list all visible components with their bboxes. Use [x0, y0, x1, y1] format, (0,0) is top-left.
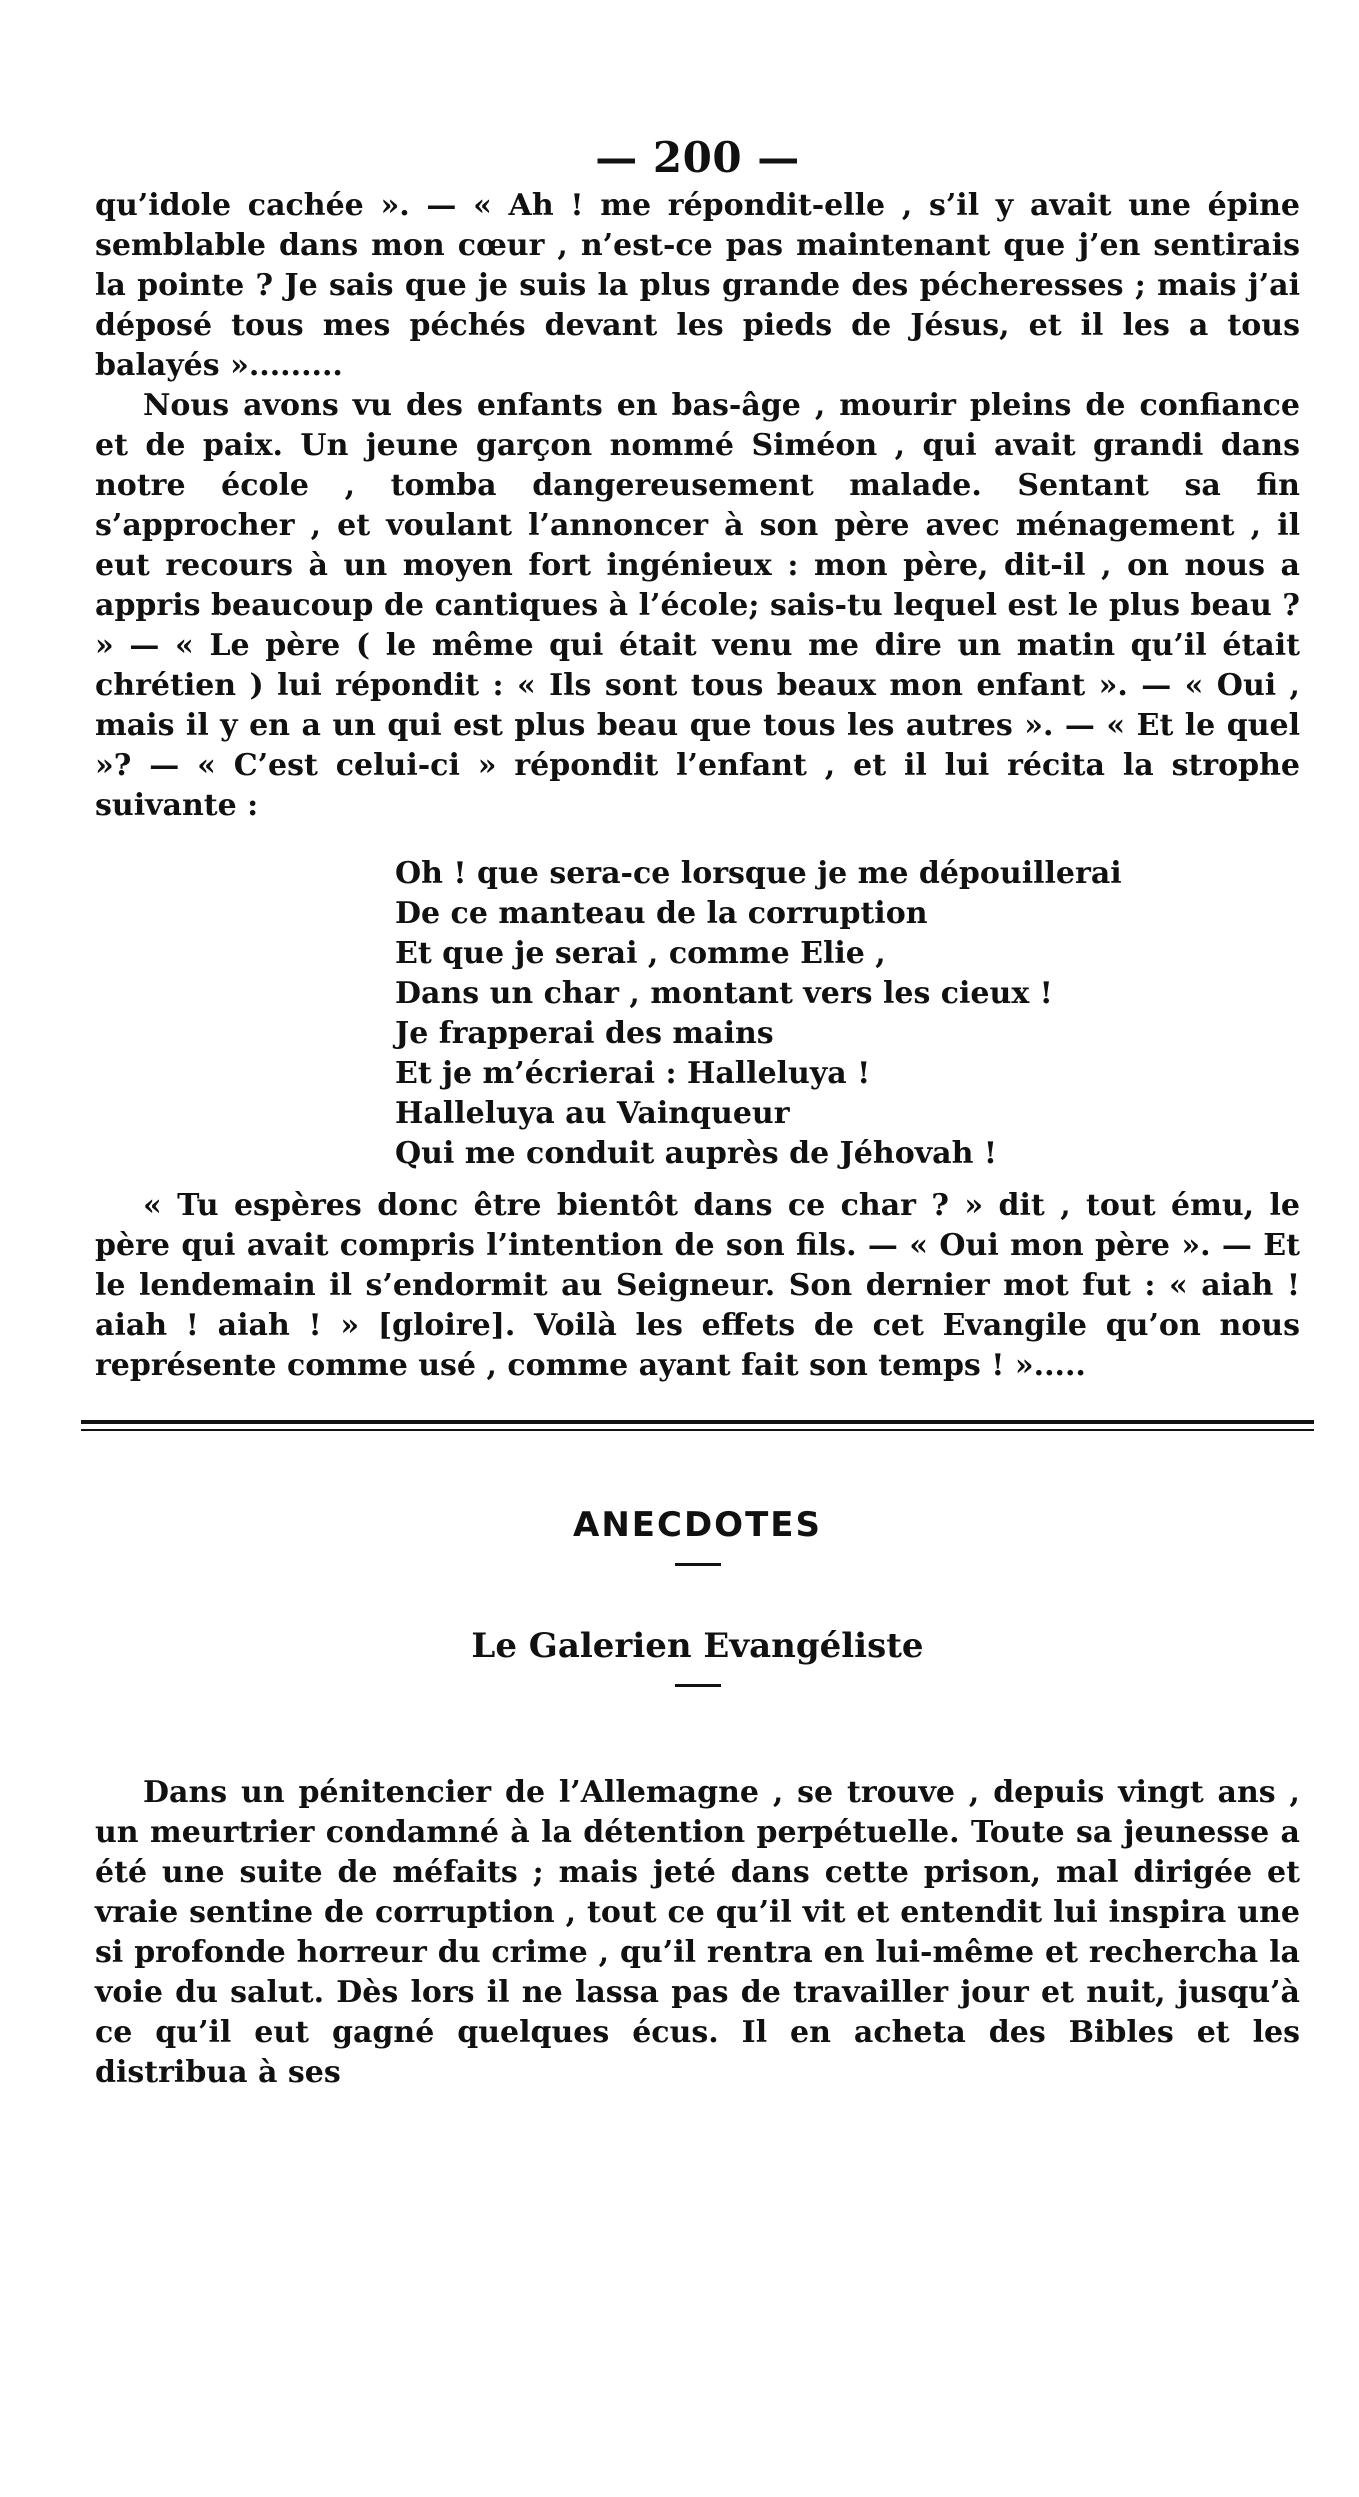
poem-line: Je frapperai des mains [395, 1016, 774, 1051]
poem-line: Et que je serai , comme Elie , [395, 936, 886, 971]
poem-line: De ce manteau de la corruption [395, 896, 928, 931]
page-number: — 200 — [595, 133, 800, 182]
poem-line: Qui me conduit auprès de Jéhovah ! [395, 1136, 997, 1171]
article-title: Le Galerien Evangéliste [471, 1626, 924, 1666]
paragraph-article: Dans un pénitencier de l’Allemagne , se trouve , depuis vingt ans , un meurtrier condamné à la détention perpétuelle. Toute sa jeunesse a été une suite de méfaits ; mais jeté dans cette prison, mal dirigée et vraie sentine de corruption , tout ce qu’il vit et entendit lui inspira une si profonde horreur du crime , qu’il rentra en lui-même et rechercha la voie du salut. Dès lors il ne lassa pas de travailler jour et nuit, jusqu’à ce qu’il eut gagné quelques écus. Il en acheta des Bibles et les distribua à ses [95, 1775, 1300, 2090]
poem-line: Halleluya au Vainqueur [395, 1096, 790, 1131]
section-divider [81, 1420, 1314, 1431]
section-title: ANECDOTES [573, 1505, 822, 1545]
title-ornament-rule [675, 1563, 721, 1566]
article-title-rule [675, 1684, 721, 1687]
paragraph-simeon: Nous avons vu des enfants en bas-âge , mourir pleins de confiance et de paix. Un jeune garçon nommé Siméon , qui avait grandi dans notre école , tomba dangereusement malade. Sentant sa fin s’approcher , et voulant l’annoncer à son père avec ménagement , il eut recours à un moyen fort ingénieux : mon père, dit-il , on nous a appris beaucoup de cantiques à l’école; sais-tu lequel est le plus beau ? » — « Le père ( le même qui était venu me dire un matin qu’il était chrétien ) lui répondit : « Ils sont tous beaux mon enfant ». — « Oui , mais il y en a un qui est plus beau que tous les autres ». — « Et le quel »? — « C’est celui-ci » répondit l’enfant , et il lui récita la strophe suivante : [95, 388, 1300, 823]
poem-stanza [395, 854, 1300, 1174]
paragraph-continuation: qu’idole cachée ». — « Ah ! me répondit-elle , s’il y avait une épine semblable dans mon cœur , n’est-ce pas maintenant que j’en sentirais la pointe ? Je sais que je suis la plus grande des pécheresses ; mais j’ai déposé tous mes péchés devant les pieds de Jésus, et il les a tous balayés »......... [95, 188, 1300, 383]
poem-line: Et je m’écrierai : Halleluya ! [395, 1056, 871, 1091]
poem-line: Oh ! que sera-ce lorsque je me dépouillerai [395, 856, 1122, 891]
article-body [95, 1773, 1300, 2093]
divider-thick-rule [81, 1420, 1314, 1424]
poem-line: Dans un char , montant vers les cieux ! [395, 976, 1053, 1011]
divider-thin-rule [81, 1429, 1314, 1431]
page [95, 132, 1300, 2093]
paragraph-after-poem: « Tu espères donc être bientôt dans ce char ? » dit , tout ému, le père qui avait compris l’intention de son fils. — « Oui mon père ». — Et le lendemain il s’endormit au Seigneur. Son dernier mot fut : « aiah ! aiah ! aiah ! » [gloire]. Voilà les effets de cet Evangile qu’on nous représente comme usé , comme ayant fait son temps ! »..... [95, 1188, 1300, 1383]
